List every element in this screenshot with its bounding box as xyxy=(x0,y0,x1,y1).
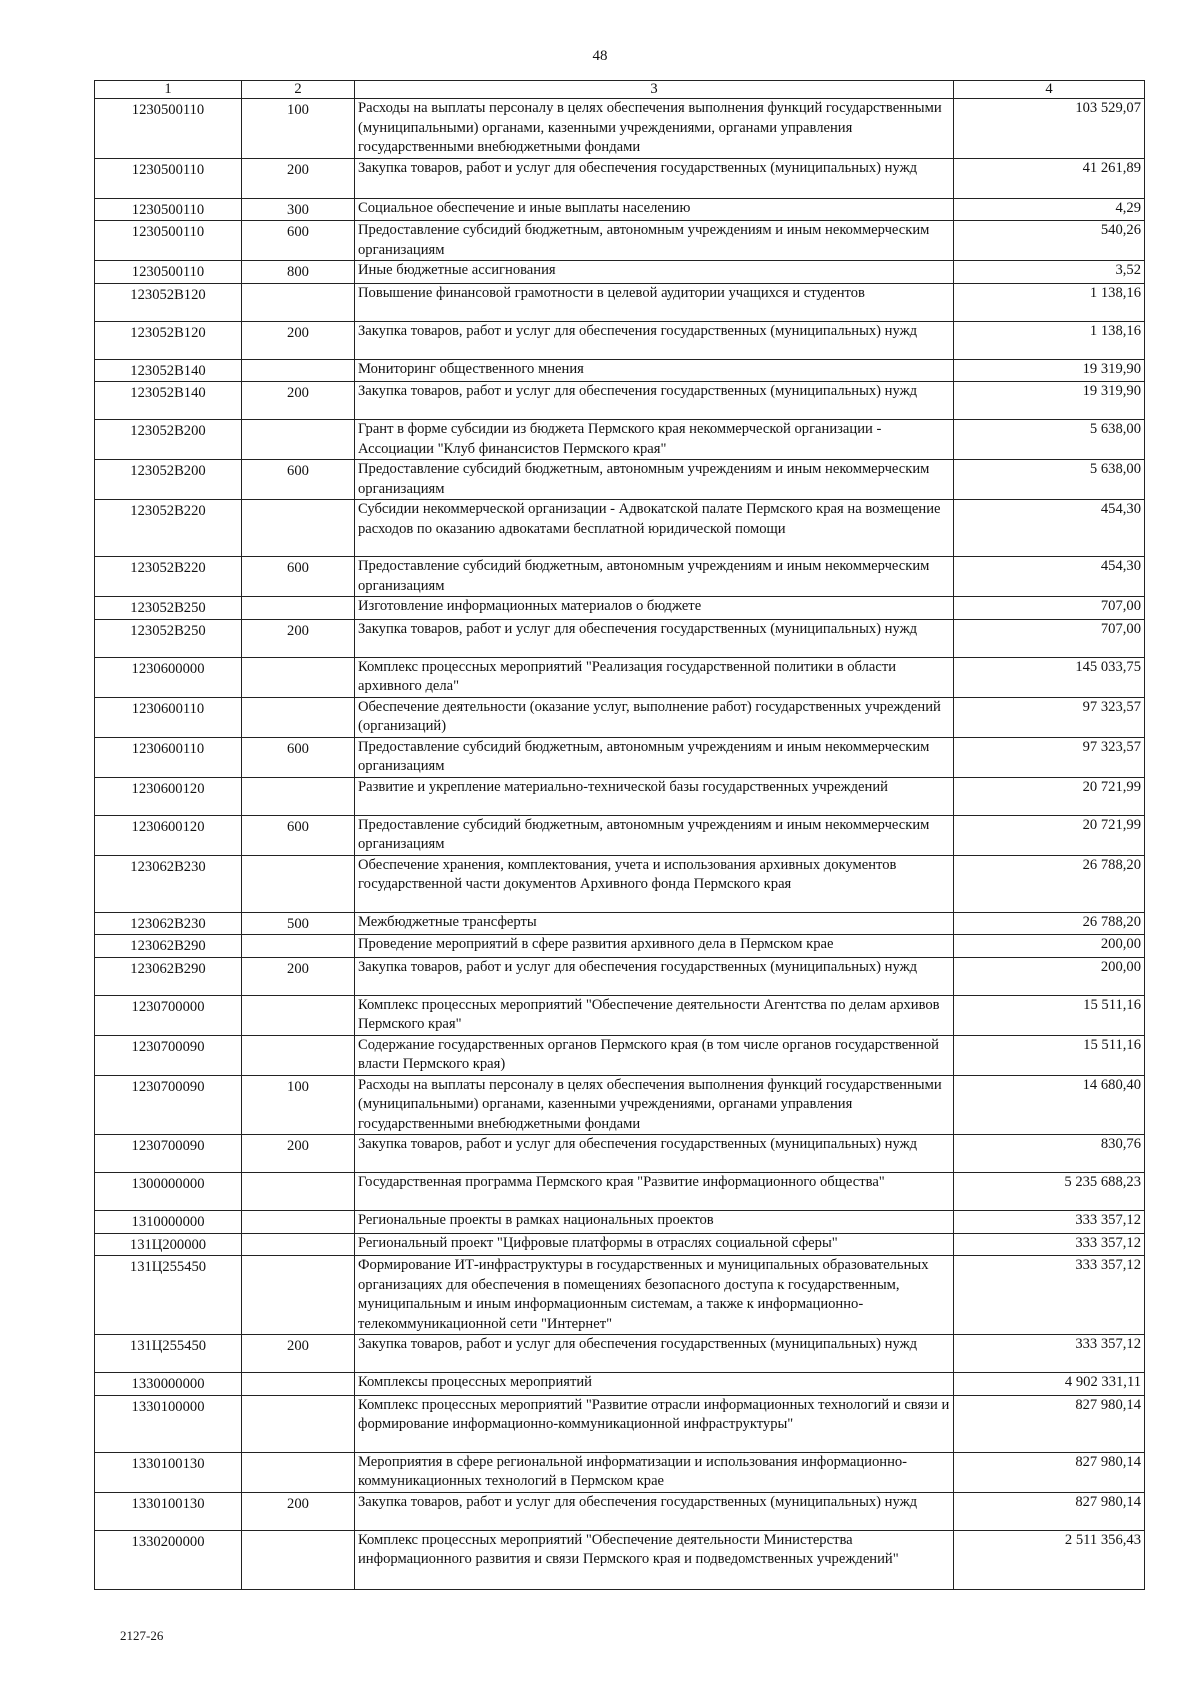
row-name: Закупка товаров, работ и услуг для обеспечения государственных (муниципальных) нужд xyxy=(355,321,954,359)
row-code: 1330000000 xyxy=(95,1373,242,1396)
row-name: Комплексы процессных мероприятий xyxy=(355,1373,954,1396)
table-row xyxy=(95,283,1145,321)
row-expense-type: 200 xyxy=(242,158,355,198)
table-row xyxy=(95,460,1145,500)
table-header xyxy=(95,81,1145,99)
row-name: Закупка товаров, работ и услуг для обеспечения государственных (муниципальных) нужд xyxy=(355,382,954,420)
row-code: 123052В200 xyxy=(95,420,242,460)
table-row xyxy=(95,815,1145,855)
row-code: 123062В230 xyxy=(95,855,242,912)
header-col-3: 3 xyxy=(355,81,954,99)
row-name: Комплекс процессных мероприятий "Развитие отрасли информационных технологий и связи и формирование информационно-коммуникационной инфраструктуры" xyxy=(355,1395,954,1452)
row-sum: 200,00 xyxy=(954,957,1145,995)
row-code: 123052В250 xyxy=(95,597,242,620)
row-sum: 333 357,12 xyxy=(954,1335,1145,1373)
row-name: Закупка товаров, работ и услуг для обеспечения государственных (муниципальных) нужд xyxy=(355,619,954,657)
row-expense-type: 100 xyxy=(242,1075,355,1135)
row-expense-type: 600 xyxy=(242,557,355,597)
table-row xyxy=(95,99,1145,159)
row-code: 1230500110 xyxy=(95,158,242,198)
budget-table xyxy=(94,80,1145,1590)
table-row xyxy=(95,1233,1145,1256)
row-expense-type xyxy=(242,420,355,460)
table-row xyxy=(95,855,1145,912)
row-sum: 5 235 688,23 xyxy=(954,1173,1145,1211)
table-row xyxy=(95,221,1145,261)
row-expense-type: 500 xyxy=(242,912,355,935)
row-sum: 19 319,90 xyxy=(954,359,1145,382)
row-expense-type xyxy=(242,1211,355,1234)
row-expense-type xyxy=(242,1530,355,1589)
row-expense-type xyxy=(242,1395,355,1452)
row-name: Предоставление субсидий бюджетным, автономным учреждениям и иным некоммерческим организациям xyxy=(355,737,954,777)
row-name: Предоставление субсидий бюджетным, автономным учреждениям и иным некоммерческим организациям xyxy=(355,221,954,261)
table-row xyxy=(95,935,1145,958)
row-sum: 14 680,40 xyxy=(954,1075,1145,1135)
table-row xyxy=(95,1373,1145,1396)
row-name: Изготовление информационных материалов о бюджете xyxy=(355,597,954,620)
row-code: 123062В230 xyxy=(95,912,242,935)
row-name: Закупка товаров, работ и услуг для обеспечения государственных (муниципальных) нужд xyxy=(355,1335,954,1373)
row-expense-type: 800 xyxy=(242,261,355,284)
row-sum: 20 721,99 xyxy=(954,777,1145,815)
row-name: Расходы на выплаты персоналу в целях обеспечения выполнения функций государственными (муниципальными) органами, казенными учреждениями, органами управления государственными внебюджетными фондами xyxy=(355,1075,954,1135)
header-col-2: 2 xyxy=(242,81,355,99)
row-code: 1330100130 xyxy=(95,1452,242,1492)
row-sum: 3,52 xyxy=(954,261,1145,284)
row-expense-type xyxy=(242,777,355,815)
row-code: 1230500110 xyxy=(95,261,242,284)
row-expense-type: 600 xyxy=(242,460,355,500)
table-row xyxy=(95,359,1145,382)
table-row xyxy=(95,777,1145,815)
row-expense-type xyxy=(242,995,355,1035)
row-code: 123062В290 xyxy=(95,957,242,995)
table-row xyxy=(95,912,1145,935)
row-sum: 333 357,12 xyxy=(954,1256,1145,1335)
row-sum: 333 357,12 xyxy=(954,1211,1145,1234)
row-expense-type: 300 xyxy=(242,198,355,221)
row-code: 1230600120 xyxy=(95,777,242,815)
row-code: 1230600110 xyxy=(95,737,242,777)
table-row xyxy=(95,737,1145,777)
row-name: Обеспечение деятельности (оказание услуг, выполнение работ) государственных учреждений (организаций) xyxy=(355,697,954,737)
table-row xyxy=(95,1452,1145,1492)
row-sum: 20 721,99 xyxy=(954,815,1145,855)
row-sum: 1 138,16 xyxy=(954,321,1145,359)
row-sum: 19 319,90 xyxy=(954,382,1145,420)
row-code: 123052В120 xyxy=(95,321,242,359)
row-expense-type xyxy=(242,1373,355,1396)
row-code: 131Ц200000 xyxy=(95,1233,242,1256)
row-expense-type: 600 xyxy=(242,221,355,261)
row-name: Межбюджетные трансферты xyxy=(355,912,954,935)
row-sum: 707,00 xyxy=(954,619,1145,657)
row-expense-type xyxy=(242,697,355,737)
row-sum: 830,76 xyxy=(954,1135,1145,1173)
table-row xyxy=(95,1173,1145,1211)
row-code: 1230700090 xyxy=(95,1035,242,1075)
row-sum: 333 357,12 xyxy=(954,1233,1145,1256)
page-number: 48 xyxy=(592,48,608,64)
row-sum: 2 511 356,43 xyxy=(954,1530,1145,1589)
row-expense-type: 600 xyxy=(242,815,355,855)
header-row xyxy=(95,81,1145,99)
row-code: 1230600120 xyxy=(95,815,242,855)
table-row xyxy=(95,1256,1145,1335)
row-sum: 5 638,00 xyxy=(954,460,1145,500)
row-code: 123052В220 xyxy=(95,557,242,597)
table-row xyxy=(95,1395,1145,1452)
table-row xyxy=(95,597,1145,620)
row-sum: 454,30 xyxy=(954,557,1145,597)
row-expense-type xyxy=(242,1173,355,1211)
row-expense-type: 200 xyxy=(242,957,355,995)
row-code: 123052В200 xyxy=(95,460,242,500)
row-name: Содержание государственных органов Пермского края (в том числе органов государственной власти Пермского края) xyxy=(355,1035,954,1075)
row-sum: 827 980,14 xyxy=(954,1492,1145,1530)
table-row xyxy=(95,1035,1145,1075)
row-expense-type xyxy=(242,1452,355,1492)
table-row xyxy=(95,321,1145,359)
table-row xyxy=(95,1335,1145,1373)
row-expense-type xyxy=(242,283,355,321)
row-sum: 103 529,07 xyxy=(954,99,1145,159)
row-expense-type: 200 xyxy=(242,619,355,657)
row-code: 1300000000 xyxy=(95,1173,242,1211)
table-row xyxy=(95,557,1145,597)
row-name: Развитие и укрепление материально-технической базы государственных учреждений xyxy=(355,777,954,815)
row-expense-type xyxy=(242,359,355,382)
row-code: 123052В140 xyxy=(95,382,242,420)
row-code: 1230500110 xyxy=(95,99,242,159)
row-name: Повышение финансовой грамотности в целевой аудитории учащихся и студентов xyxy=(355,283,954,321)
row-expense-type: 200 xyxy=(242,1135,355,1173)
header-col-1: 1 xyxy=(95,81,242,99)
row-name: Предоставление субсидий бюджетным, автономным учреждениям и иным некоммерческим организациям xyxy=(355,460,954,500)
row-sum: 5 638,00 xyxy=(954,420,1145,460)
row-sum: 15 511,16 xyxy=(954,995,1145,1035)
row-name: Грант в форме субсидии из бюджета Пермского края некоммерческой организации - Ассоциации "Клуб финансистов Пермского края" xyxy=(355,420,954,460)
header-col-4: 4 xyxy=(954,81,1145,99)
table-row xyxy=(95,1075,1145,1135)
row-sum: 4,29 xyxy=(954,198,1145,221)
row-expense-type: 200 xyxy=(242,382,355,420)
row-name: Региональный проект "Цифровые платформы в отраслях социальной сферы" xyxy=(355,1233,954,1256)
row-expense-type: 600 xyxy=(242,737,355,777)
row-expense-type xyxy=(242,500,355,557)
table-row xyxy=(95,261,1145,284)
table-row xyxy=(95,1135,1145,1173)
row-name: Закупка товаров, работ и услуг для обеспечения государственных (муниципальных) нужд xyxy=(355,1135,954,1173)
row-name: Комплекс процессных мероприятий "Обеспечение деятельности Министерства информационного развития и связи Пермского края и подведомственных учреждений" xyxy=(355,1530,954,1589)
row-sum: 540,26 xyxy=(954,221,1145,261)
footer-code: 2127-26 xyxy=(120,1628,164,1643)
row-sum: 145 033,75 xyxy=(954,657,1145,697)
row-expense-type: 200 xyxy=(242,321,355,359)
row-name: Субсидии некоммерческой организации - Адвокатской палате Пермского края на возмещение расходов по оказанию адвокатами бесплатной юридической помощи xyxy=(355,500,954,557)
table-row xyxy=(95,1530,1145,1589)
table-row xyxy=(95,619,1145,657)
table-row xyxy=(95,500,1145,557)
row-sum: 707,00 xyxy=(954,597,1145,620)
row-name: Комплекс процессных мероприятий "Реализация государственной политики в области архивного дела" xyxy=(355,657,954,697)
table-row xyxy=(95,957,1145,995)
row-code: 123062В290 xyxy=(95,935,242,958)
row-sum: 200,00 xyxy=(954,935,1145,958)
row-code: 131Ц255450 xyxy=(95,1335,242,1373)
row-code: 1330200000 xyxy=(95,1530,242,1589)
row-code: 1230600000 xyxy=(95,657,242,697)
row-expense-type xyxy=(242,1256,355,1335)
row-name: Предоставление субсидий бюджетным, автономным учреждениям и иным некоммерческим организациям xyxy=(355,557,954,597)
table-row xyxy=(95,1492,1145,1530)
row-sum: 97 323,57 xyxy=(954,737,1145,777)
row-code: 1230600110 xyxy=(95,697,242,737)
table-row xyxy=(95,995,1145,1035)
row-code: 1310000000 xyxy=(95,1211,242,1234)
table-row xyxy=(95,1211,1145,1234)
row-sum: 827 980,14 xyxy=(954,1452,1145,1492)
table-row xyxy=(95,382,1145,420)
row-code: 1330100130 xyxy=(95,1492,242,1530)
row-sum: 15 511,16 xyxy=(954,1035,1145,1075)
row-name: Закупка товаров, работ и услуг для обеспечения государственных (муниципальных) нужд xyxy=(355,1492,954,1530)
table-row xyxy=(95,657,1145,697)
row-sum: 454,30 xyxy=(954,500,1145,557)
row-name: Мероприятия в сфере региональной информатизации и использования информационно-коммуникационных технологий в Пермском крае xyxy=(355,1452,954,1492)
row-sum: 1 138,16 xyxy=(954,283,1145,321)
row-expense-type: 100 xyxy=(242,99,355,159)
table-body xyxy=(95,99,1145,1590)
row-expense-type xyxy=(242,597,355,620)
row-name: Мониторинг общественного мнения xyxy=(355,359,954,382)
row-name: Закупка товаров, работ и услуг для обеспечения государственных (муниципальных) нужд xyxy=(355,158,954,198)
row-name: Иные бюджетные ассигнования xyxy=(355,261,954,284)
row-code: 1230700000 xyxy=(95,995,242,1035)
row-expense-type xyxy=(242,855,355,912)
row-sum: 4 902 331,11 xyxy=(954,1373,1145,1396)
row-code: 123052В220 xyxy=(95,500,242,557)
row-code: 1230500110 xyxy=(95,198,242,221)
row-code: 1330100000 xyxy=(95,1395,242,1452)
row-name: Социальное обеспечение и иные выплаты населению xyxy=(355,198,954,221)
table-row xyxy=(95,420,1145,460)
row-code: 1230700090 xyxy=(95,1075,242,1135)
row-expense-type xyxy=(242,657,355,697)
row-code: 1230500110 xyxy=(95,221,242,261)
row-name: Формирование ИТ-инфраструктуры в государственных и муниципальных образовательных организациях для обеспечения в помещениях безопасного доступа к государственным, муниципальным и иным информационным системам, а также к информационно-телекоммуникационной сети "Интернет" xyxy=(355,1256,954,1335)
row-sum: 41 261,89 xyxy=(954,158,1145,198)
row-name: Предоставление субсидий бюджетным, автономным учреждениям и иным некоммерческим организациям xyxy=(355,815,954,855)
row-name: Региональные проекты в рамках национальных проектов xyxy=(355,1211,954,1234)
row-expense-type: 200 xyxy=(242,1492,355,1530)
row-sum: 26 788,20 xyxy=(954,855,1145,912)
table-row xyxy=(95,158,1145,198)
row-code: 131Ц255450 xyxy=(95,1256,242,1335)
row-sum: 97 323,57 xyxy=(954,697,1145,737)
row-code: 123052В140 xyxy=(95,359,242,382)
row-code: 1230700090 xyxy=(95,1135,242,1173)
row-expense-type xyxy=(242,1035,355,1075)
row-code: 123052В250 xyxy=(95,619,242,657)
table-row xyxy=(95,697,1145,737)
row-expense-type xyxy=(242,935,355,958)
row-name: Государственная программа Пермского края "Развитие информационного общества" xyxy=(355,1173,954,1211)
row-sum: 827 980,14 xyxy=(954,1395,1145,1452)
row-name: Расходы на выплаты персоналу в целях обеспечения выполнения функций государственными (муниципальными) органами, казенными учреждениями, органами управления государственными внебюджетными фондами xyxy=(355,99,954,159)
row-name: Закупка товаров, работ и услуг для обеспечения государственных (муниципальных) нужд xyxy=(355,957,954,995)
row-sum: 26 788,20 xyxy=(954,912,1145,935)
row-expense-type xyxy=(242,1233,355,1256)
table-row xyxy=(95,198,1145,221)
row-expense-type: 200 xyxy=(242,1335,355,1373)
row-name: Проведение мероприятий в сфере развития архивного дела в Пермском крае xyxy=(355,935,954,958)
row-code: 123052В120 xyxy=(95,283,242,321)
row-name: Комплекс процессных мероприятий "Обеспечение деятельности Агентства по делам архивов Пермского края" xyxy=(355,995,954,1035)
row-name: Обеспечение хранения, комплектования, учета и использования архивных документов государственной части документов Архивного фонда Пермского края xyxy=(355,855,954,912)
